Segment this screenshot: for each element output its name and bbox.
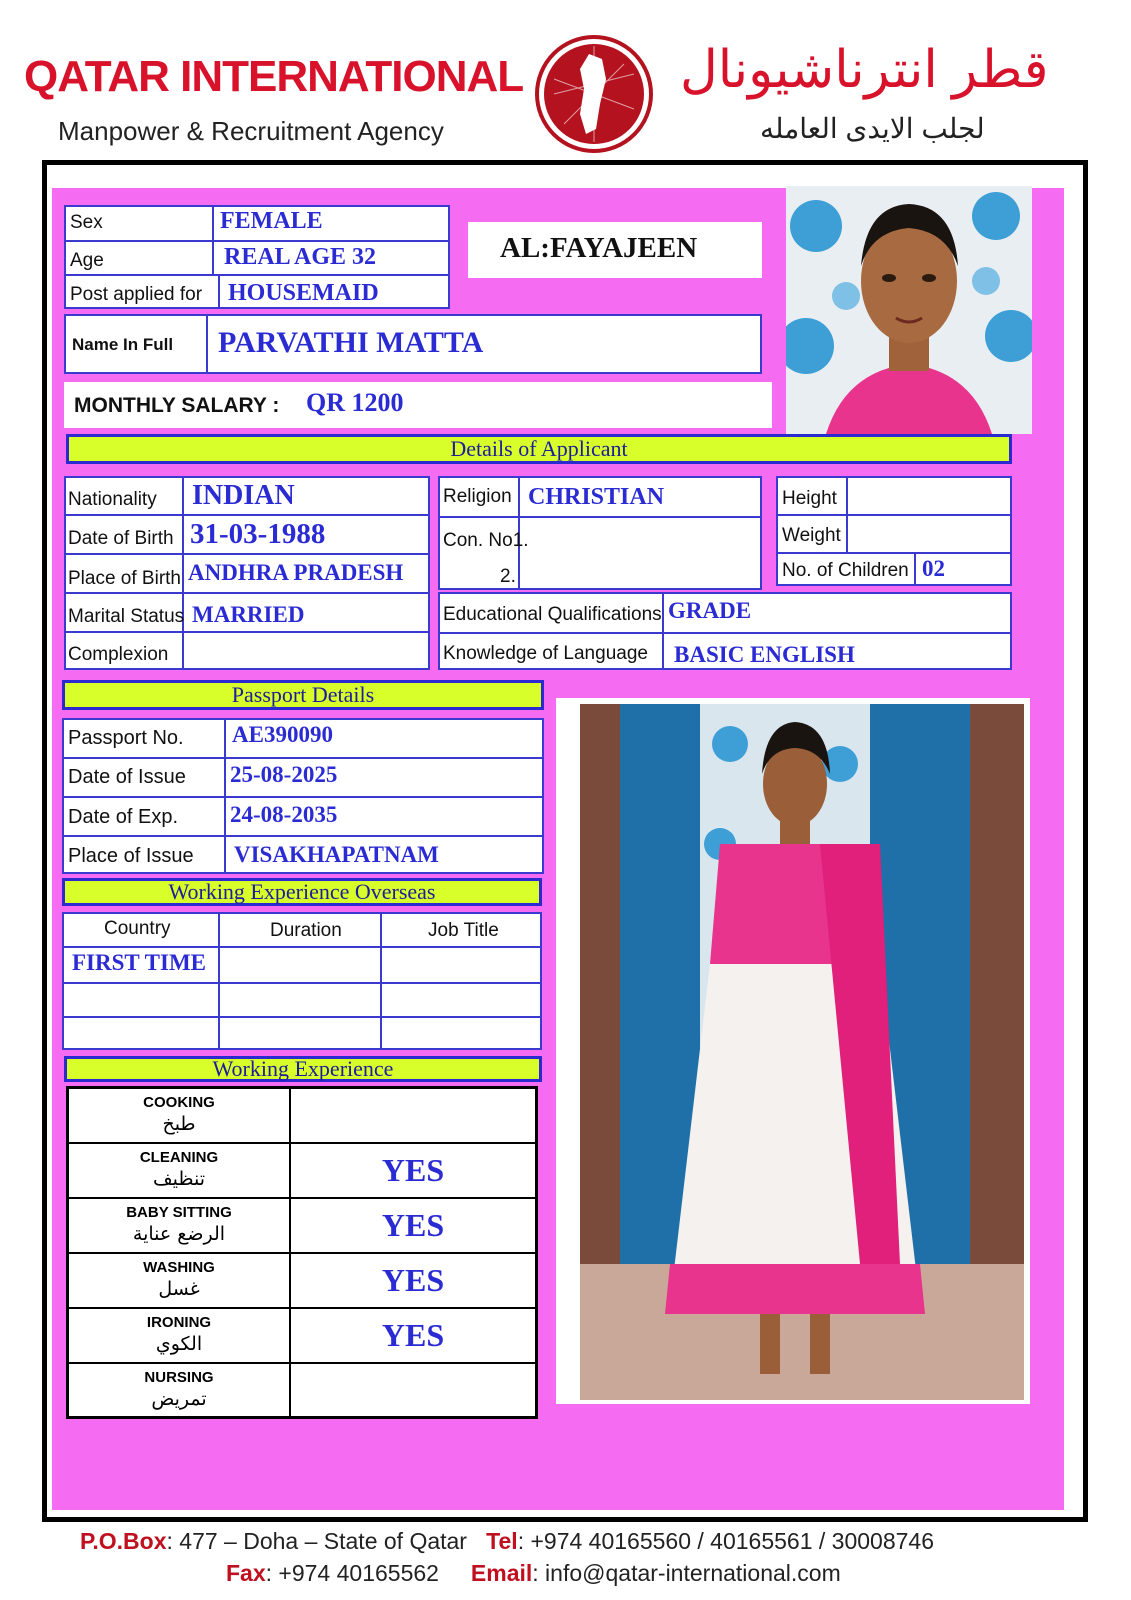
age-value: REAL AGE 32 bbox=[224, 244, 377, 270]
skill-name-en: IRONING bbox=[146, 1314, 212, 1331]
tel-label: Tel bbox=[486, 1528, 518, 1554]
post-label: Post applied for bbox=[70, 284, 203, 305]
skill-value bbox=[290, 1088, 537, 1143]
weight-label: Weight bbox=[782, 525, 841, 546]
children-value: 02 bbox=[922, 556, 945, 581]
skill-name-en: NURSING bbox=[144, 1368, 214, 1386]
skill-row bbox=[68, 1198, 537, 1253]
complexion-label: Complexion bbox=[68, 644, 169, 665]
skill-name-en: COOKING bbox=[143, 1094, 215, 1112]
post-value: HOUSEMAID bbox=[228, 280, 379, 306]
brand-subtitle-en: Manpower & Recruitment Agency bbox=[58, 116, 444, 146]
pob-value: ANDHRA PRADESH bbox=[188, 560, 404, 585]
experience-section-title: Working Experience bbox=[64, 1056, 542, 1082]
tel-value: : +974 40165560 / 40165561 / 30008746 bbox=[517, 1528, 935, 1554]
fax-value: : +974 40165562 bbox=[265, 1560, 439, 1586]
skills-table bbox=[66, 1086, 538, 1419]
skill-name-ar: غسل bbox=[158, 1278, 200, 1300]
skill-name-cell bbox=[68, 1198, 291, 1253]
skill-name-cell bbox=[68, 1363, 291, 1418]
skill-value: YES bbox=[290, 1198, 537, 1253]
skill-row bbox=[68, 1143, 537, 1198]
passport-exp-label: Date of Exp. bbox=[68, 806, 179, 828]
name-label: Name In Full bbox=[72, 335, 174, 354]
marital-value: MARRIED bbox=[192, 602, 305, 627]
skill-name-en: CLEANING bbox=[139, 1149, 219, 1166]
overseas-row1-country: FIRST TIME bbox=[72, 950, 207, 975]
skill-name-en: BABY SITTING bbox=[126, 1204, 232, 1221]
col-duration: Duration bbox=[270, 920, 342, 941]
nationality-value: INDIAN bbox=[192, 480, 295, 511]
passport-issue-value: 25-08-2025 bbox=[230, 762, 338, 787]
footer-line-1 bbox=[80, 1528, 934, 1555]
skill-value: YES bbox=[290, 1308, 537, 1363]
contact-2-label: 2. bbox=[500, 566, 516, 587]
col-country: Country bbox=[104, 918, 171, 939]
passport-place-label: Place of Issue bbox=[68, 845, 194, 867]
sex-label: Sex bbox=[70, 212, 103, 233]
skill-name-ar: طبخ bbox=[162, 1113, 196, 1136]
applicant-full-length-photo bbox=[580, 704, 1024, 1400]
dob-label: Date of Birth bbox=[68, 528, 174, 549]
skill-row bbox=[68, 1308, 537, 1363]
skill-name-ar: تنظيف bbox=[152, 1168, 205, 1190]
applicant-portrait-photo bbox=[786, 186, 1032, 434]
brand-name-ar: قطر انترناشيونال bbox=[680, 41, 1049, 99]
passport-place-value: VISAKHAPATNAM bbox=[234, 842, 439, 867]
brand-subtitle-ar: لجلب الايدى العامله bbox=[760, 113, 985, 144]
children-label: No. of Children bbox=[782, 560, 909, 581]
skill-value bbox=[290, 1363, 537, 1418]
skill-name-ar: الكوي bbox=[155, 1333, 203, 1355]
height-label: Height bbox=[782, 488, 837, 509]
skill-name-cell bbox=[68, 1143, 291, 1198]
brand-name-en: QATAR INTERNATIONAL bbox=[24, 52, 524, 101]
email-label: Email bbox=[470, 1560, 533, 1586]
skill-value: YES bbox=[290, 1253, 537, 1308]
age-label: Age bbox=[70, 250, 104, 271]
details-section-title: Details of Applicant bbox=[66, 434, 1012, 464]
skill-value: YES bbox=[290, 1143, 537, 1198]
email-value: : info@qatar-international.com bbox=[532, 1560, 841, 1586]
pobox-value: : 477 – Doha – State of Qatar bbox=[166, 1528, 467, 1554]
pobox-label: P.O.Box bbox=[80, 1528, 167, 1554]
skill-name-cell bbox=[68, 1253, 291, 1308]
skill-name-en: WASHING bbox=[143, 1259, 215, 1276]
language-value: BASIC ENGLISH bbox=[674, 642, 855, 667]
marital-label: Marital Status bbox=[68, 606, 185, 627]
skill-name-ar: الرضع عناية bbox=[132, 1223, 226, 1245]
company-logo bbox=[534, 34, 654, 154]
passport-no-label: Passport No. bbox=[68, 727, 184, 749]
office-value: AL:FAYAJEEN bbox=[500, 232, 698, 264]
skill-row bbox=[68, 1363, 537, 1418]
skill-name-cell bbox=[68, 1088, 291, 1143]
religion-value: CHRISTIAN bbox=[528, 484, 665, 510]
skill-name-cell bbox=[68, 1308, 291, 1363]
salary-value: QR 1200 bbox=[306, 388, 404, 417]
skill-name-ar: تمريض bbox=[151, 1387, 207, 1410]
passport-exp-value: 24-08-2035 bbox=[230, 802, 338, 827]
dob-value: 31-03-1988 bbox=[190, 518, 326, 550]
contact-1-label: Con. No1. bbox=[443, 530, 529, 551]
sex-value: FEMALE bbox=[220, 208, 323, 234]
passport-issue-label: Date of Issue bbox=[68, 766, 186, 788]
religion-label: Religion bbox=[443, 486, 512, 507]
skill-row bbox=[68, 1088, 537, 1143]
nationality-label: Nationality bbox=[68, 489, 157, 510]
education-label: Educational Qualifications bbox=[443, 604, 662, 625]
salary-label: MONTHLY SALARY : bbox=[74, 394, 280, 417]
footer-line-2 bbox=[226, 1560, 841, 1587]
overseas-section-title: Working Experience Overseas bbox=[62, 878, 542, 906]
language-label: Knowledge of Language bbox=[443, 643, 648, 664]
passport-section-title: Passport Details bbox=[62, 680, 544, 710]
fax-label: Fax bbox=[226, 1560, 266, 1586]
skill-row bbox=[68, 1253, 537, 1308]
education-value: GRADE bbox=[668, 598, 752, 623]
name-value: PARVATHI MATTA bbox=[218, 326, 484, 359]
col-job-title: Job Title bbox=[428, 920, 499, 941]
passport-no-value: AE390090 bbox=[232, 722, 333, 747]
pob-label: Place of Birth bbox=[68, 568, 181, 589]
